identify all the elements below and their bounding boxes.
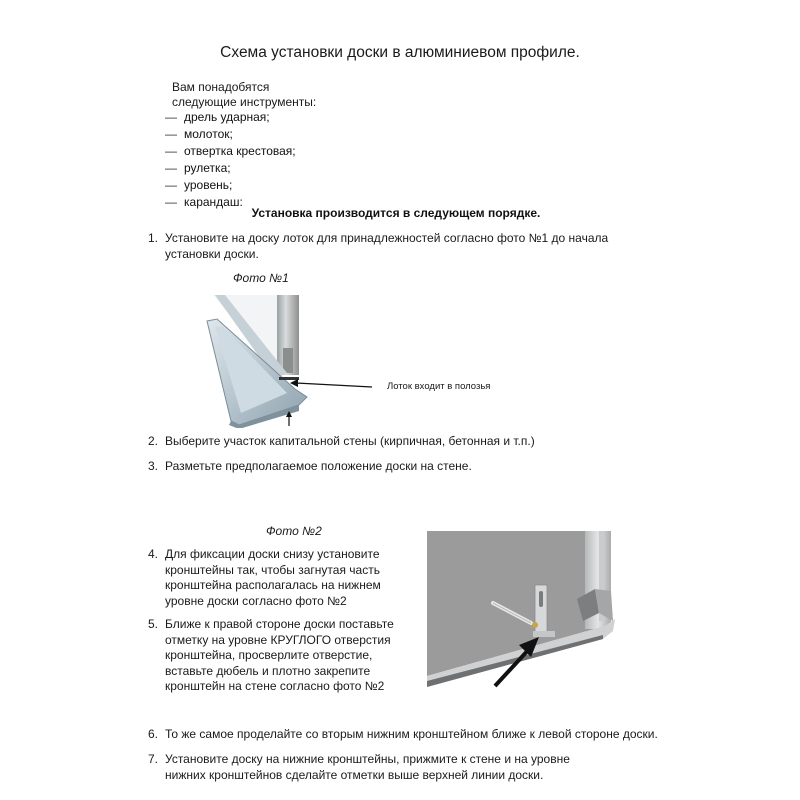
tool-label: уровень; [184, 178, 233, 192]
photo1-callout-label: Лоток входит в полозья [387, 381, 491, 392]
tools-intro-line1: Вам понадобятся [172, 80, 270, 94]
tool-item [165, 177, 296, 194]
dash-bullet-icon: — [165, 178, 177, 192]
dash-bullet-icon: — [165, 161, 177, 175]
photo1-tray-image [205, 293, 315, 428]
dash-bullet-icon: — [165, 127, 177, 141]
tool-item [165, 160, 296, 177]
step-number: 5. [148, 617, 159, 631]
step-3 [148, 459, 658, 475]
dash-bullet-icon: — [165, 195, 177, 209]
step-number: 6. [148, 727, 159, 741]
step-text: Ближе к правой стороне доски поставьте отметку на уровне КРУГЛОГО отверстия кронштейна, просверлите отверстие, вставьте дюбель и плотно закрепите кронштейн на стене согласно фото №2 [165, 617, 394, 693]
step-number: 7. [148, 752, 159, 766]
step-text: То же самое проделайте со вторым нижним кронштейном ближе к левой стороне доски. [165, 727, 658, 741]
tools-intro [172, 80, 316, 110]
photo1-caption: Фото №1 [233, 271, 289, 285]
step-text: Для фиксации доски снизу установите кронштейны так, чтобы загнутая часть кронштейна располагалась на нижнем уровне доски согласно фото №2 [165, 547, 381, 608]
tool-item [165, 109, 296, 126]
step-number: 1. [148, 231, 159, 245]
tool-label: рулетка; [184, 161, 231, 175]
bracket-installation-illustration [427, 531, 617, 691]
tool-label: дрель ударная; [184, 110, 270, 124]
step-text: Разметьте предполагаемое положение доски на стене. [165, 459, 472, 473]
step-1 [148, 231, 658, 262]
step-7 [148, 752, 613, 783]
step-text: Установите на доску лоток для принадлежностей согласно фото №1 до начала установки доски. [165, 231, 609, 261]
dash-bullet-icon: — [165, 110, 177, 124]
tray-installation-illustration [205, 293, 315, 428]
order-heading-text: Установка производится в следующем порядке. [251, 206, 541, 220]
photo2-caption: Фото №2 [266, 524, 322, 538]
tool-label: отвертка крестовая; [184, 144, 296, 158]
step-5 [148, 617, 420, 695]
dash-bullet-icon: — [165, 144, 177, 158]
step-number: 2. [148, 434, 159, 448]
tools-intro-line2: следующие инструменты: [172, 95, 317, 109]
step-number: 4. [148, 547, 159, 561]
step-text: Установите доску на нижние кронштейны, прижмите к стене и на уровне нижних кронштейнов сделайте отметки выше верхней линии доски. [165, 752, 570, 782]
tool-label: молоток; [184, 127, 233, 141]
tools-list [165, 109, 296, 211]
step-text: Выберите участок капитальной стены (кирпичная, бетонная и т.п.) [165, 434, 535, 448]
callout-arrow-icon [290, 378, 375, 392]
step-4 [148, 547, 410, 609]
photo2-bracket-image [427, 531, 617, 691]
step-6 [148, 727, 668, 743]
tool-item [165, 126, 296, 143]
document-title: Схема установки доски в алюминиевом профиле. [220, 44, 580, 61]
tool-item [165, 143, 296, 160]
step-number: 3. [148, 459, 159, 473]
step-2 [148, 434, 658, 450]
tool-label: карандаш: [184, 195, 243, 209]
order-heading [0, 206, 800, 220]
